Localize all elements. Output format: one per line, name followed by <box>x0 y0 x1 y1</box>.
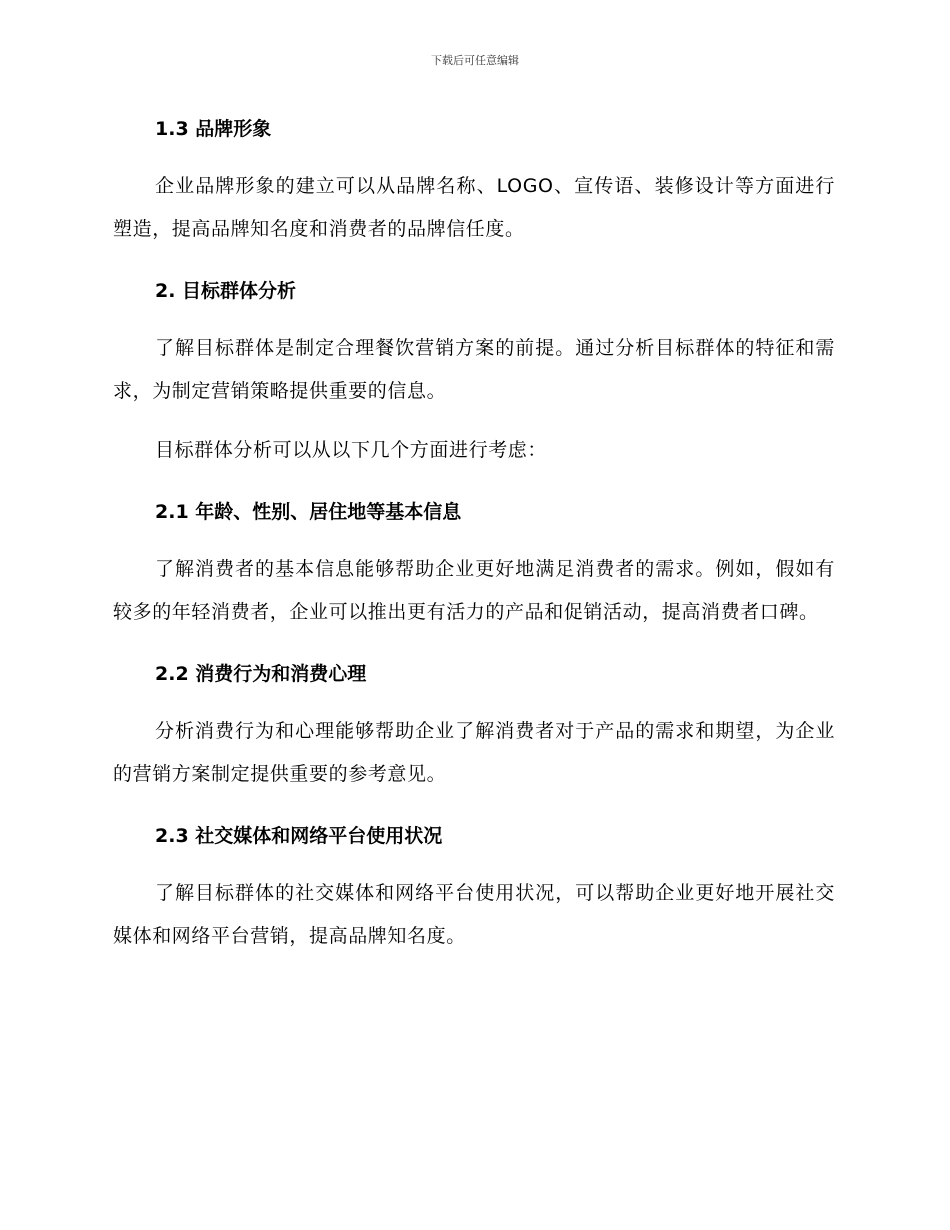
section-heading-2-3: 2.3 社交媒体和网络平台使用状况 <box>155 825 443 847</box>
paragraph-2-aspects: 目标群体分析可以从以下几个方面进行考虑： <box>155 439 548 461</box>
section-heading-2-2: 2.2 消费行为和消费心理 <box>155 663 367 685</box>
section-heading-2-1: 2.1 年龄、性别、居住地等基本信息 <box>155 501 462 523</box>
paragraph-1-3: 企业品牌形象的建立可以从品牌名称、LOGO、宣传语、装修设计等方面进行塑造，提高品牌知名度和消费者的品牌信任度。 <box>113 175 835 240</box>
paragraph-2-3: 了解目标群体的社交媒体和网络平台使用状况，可以帮助企业更好地开展社交媒体和网络平台营销，提高品牌知名度。 <box>113 882 835 947</box>
paragraph-2-1: 了解消费者的基本信息能够帮助企业更好地满足消费者的需求。例如，假如有较多的年轻消费者，企业可以推出更有活力的产品和促销活动，提高消费者口碑。 <box>113 558 835 623</box>
document-body <box>113 112 835 958</box>
section-heading-1-3: 1.3 品牌形象 <box>155 118 272 140</box>
paragraph-2-intro: 了解目标群体是制定合理餐饮营销方案的前提。通过分析目标群体的特征和需求，为制定营销策略提供重要的信息。 <box>113 337 835 402</box>
paragraph-2-2: 分析消费行为和心理能够帮助企业了解消费者对于产品的需求和期望，为企业的营销方案制定提供重要的参考意见。 <box>113 720 835 785</box>
page-header: 下载后可任意编辑 <box>431 54 519 67</box>
section-heading-2: 2. 目标群体分析 <box>155 280 297 302</box>
